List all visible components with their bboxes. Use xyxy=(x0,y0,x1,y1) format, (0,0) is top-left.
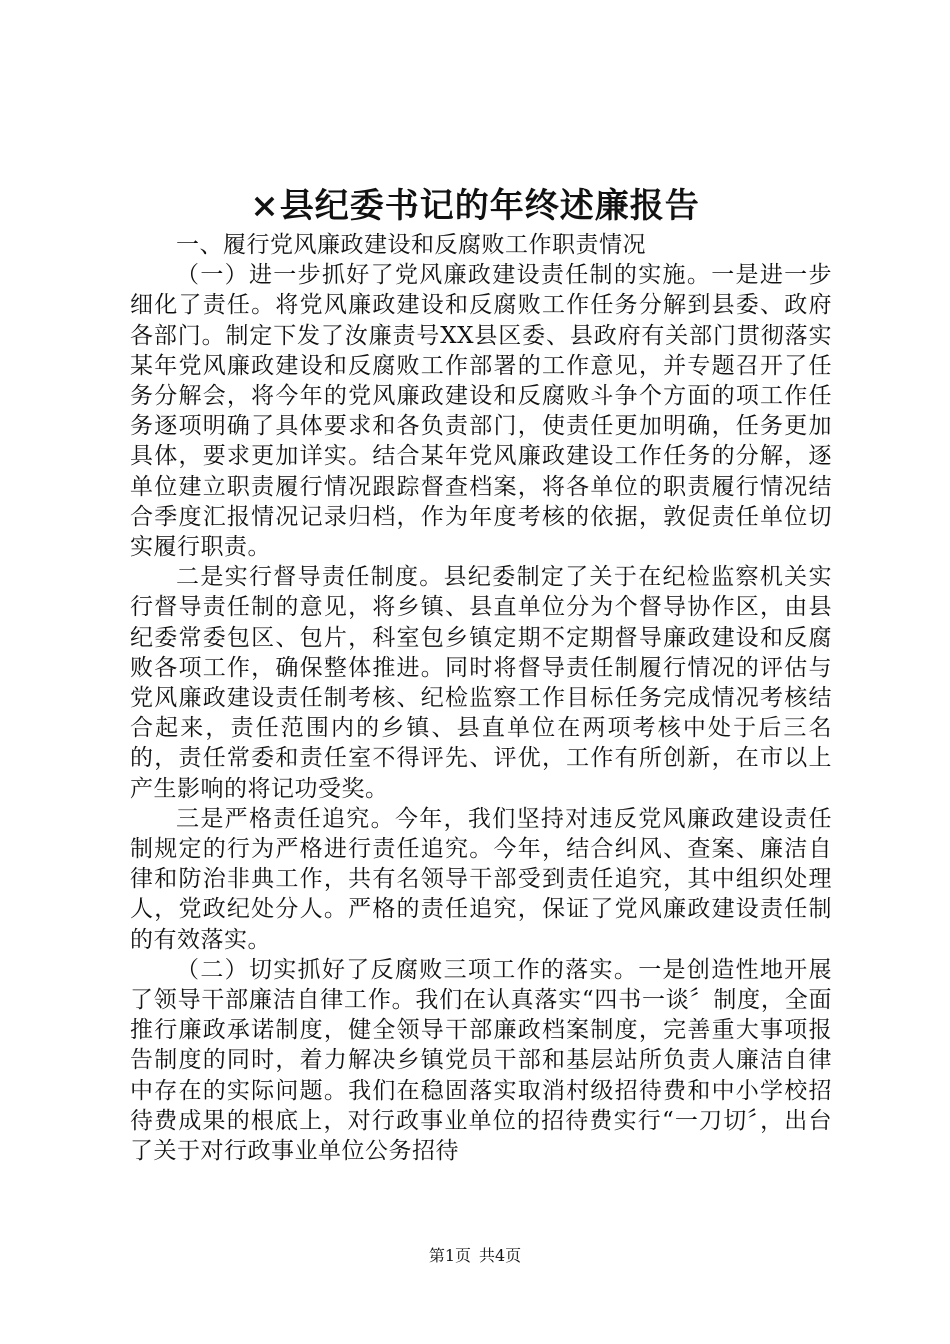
document-title: ×县纪委书记的年终述廉报告 xyxy=(250,186,700,226)
section-heading: 一、履行党风廉政建设和反腐败工作职责情况 xyxy=(176,232,646,258)
document-body xyxy=(130,230,832,1166)
body-paragraph: 三是严格责任追究。今年，我们坚持对违反党风廉政建设责任制规定的行为严格进行责任追究。今年，结合纠风、查案、廉洁自律和防治非典工作，共有名领导干部受到责任追究，其中组织处理人，党政纪处分人。严格的责任追究，保证了党风廉政建设责任制的有效落实。 xyxy=(130,805,832,953)
page-footer xyxy=(0,1245,950,1267)
page-number: 第1页 xyxy=(428,1246,471,1265)
body-paragraph: 二是实行督导责任制度。县纪委制定了关于在纪检监察机关实行督导责任制的意见，将乡镇、县直单位分为个督导协作区，由县纪委常委包区、包片，科室包乡镇定期不定期督导廉政建设和反腐败各项工作，确保整体推进。同时将督导责任制履行情况的评估与党风廉政建设责任制考核、纪检监察工作目标任务完成情况考核结合起来，责任范围内的乡镇、县直单位在两项考核中处于后三名的，责任常委和责任室不得评先、评优，工作有所创新，在市以上产生影响的将记功受奖。 xyxy=(130,564,832,802)
body-paragraph: （二）切实抓好了反腐败三项工作的落实。一是创造性地开展了领导干部廉洁自律工作。我们在认真落实“四书一谈〞制度，全面推行廉政承诺制度，健全领导干部廉政档案制度，完善重大事项报告制度的同时，着力解决乡镇党员干部和基层站所负责人廉洁自律中存在的实际问题。我们在稳固落实取消村级招待费和中小学校招待费成果的根底上，对行政事业单位的招待费实行“一刀切〞，出台了关于对行政事业单位公务招待 xyxy=(130,956,832,1165)
page-total: 共4页 xyxy=(479,1246,522,1265)
body-paragraph: （一）进一步抓好了党风廉政建设责任制的实施。一是进一步细化了责任。将党风廉政建设和反腐败工作任务分解到县委、政府各部门。制定下发了汝廉责号XX县区委、县政府有关部门贯彻落实某年党风廉政建设和反腐败工作部署的工作意见，并专题召开了任务分解会，将今年的党风廉政建设和反腐败斗争个方面的项工作任务逐项明确了具体要求和各负责部门，使责任更加明确，任务更加具体，要求更加详实。结合某年党风廉政建设工作任务的分解，逐单位建立职责履行情况跟踪督查档案，将各单位的职责履行情况结合季度汇报情况记录归档，作为年度考核的依据，敦促责任单位切实履行职责。 xyxy=(130,262,832,561)
